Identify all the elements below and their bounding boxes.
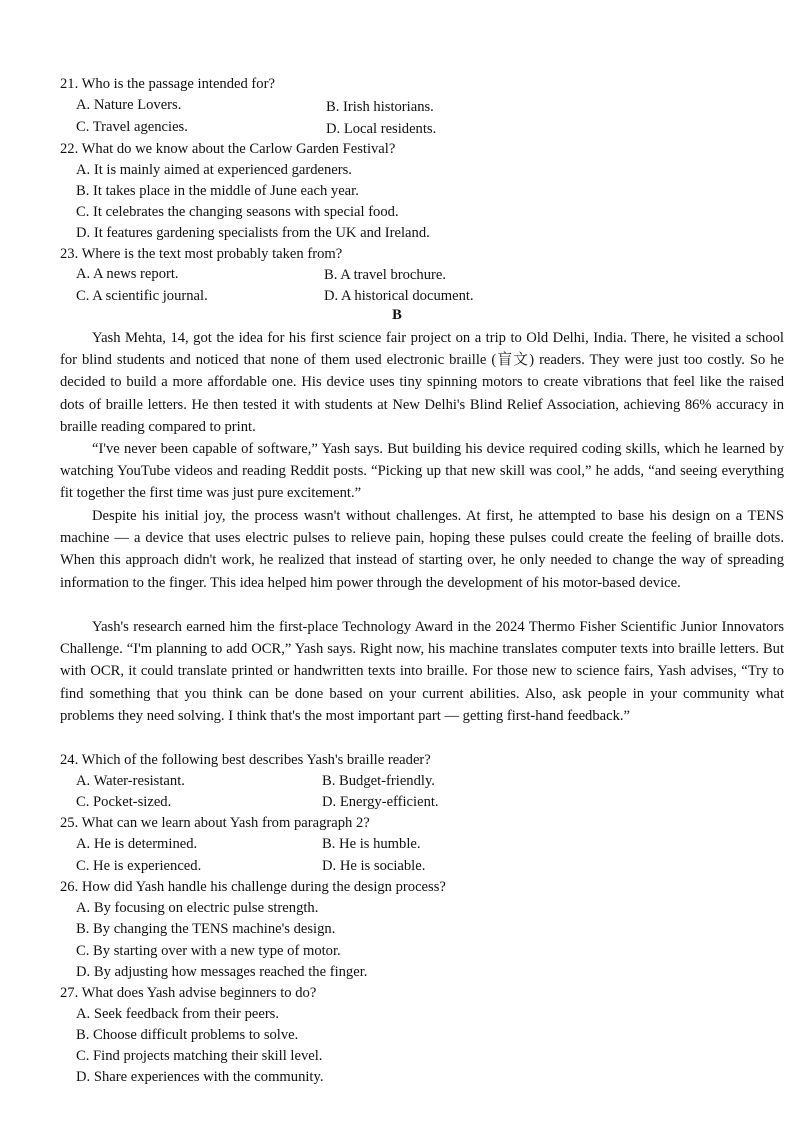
question-23-option-b: B. A travel brochure.: [324, 267, 446, 283]
question-23-option-d: D. A historical document.: [324, 288, 474, 304]
question-24-stem: 24. Which of the following best describes Yash's braille reader?: [60, 752, 431, 768]
question-25-option-c: C. He is experienced.: [76, 858, 202, 874]
question-24-option-b: B. Budget-friendly.: [322, 773, 435, 789]
question-27-option-c: C. Find projects matching their skill level.: [76, 1048, 323, 1064]
question-25-option-d: D. He is sociable.: [322, 858, 426, 874]
question-23-stem: 23. Where is the text most probably taken from?: [60, 246, 343, 262]
question-27-option-a: A. Seek feedback from their peers.: [76, 1006, 280, 1022]
passage-paragraph-4: Yash's research earned him the first-place Technology Award in the 2024 Thermo Fisher Scientific Junior Innovators Challenge. “I'm planning to add OCR,” Yash says. Right now, his machine translates computer texts into braille letters. But with OCR, it could translate printed or handwritten texts into braille. For those new to science fairs, Yash advises, “Try to find something that you think can be done based on your current abilities. Also, ask people in your community what problems they need solving. I think that's the most important part — getting first-hand feedback.”: [60, 619, 784, 724]
question-27-stem: 27. What does Yash advise beginners to do?: [60, 985, 317, 1001]
passage-paragraph-1: Yash Mehta, 14, got the idea for his first science fair project on a trip to Old Delhi, India. There, he visited a school for blind students and noticed that none of them used electronic braille (盲文) readers. They were just too costly. So he decided to build a more affordable one. His device uses tiny spinning motors to create vibrations that feel like the raised dots of braille letters. He then tested it with students at New Delhi's Blind Relief Association, achieving 86% accuracy in braille reading compared to print.: [60, 330, 784, 435]
question-26-option-c: C. By starting over with a new type of motor.: [76, 943, 341, 959]
question-26-stem: 26. How did Yash handle his challenge during the design process?: [60, 879, 446, 895]
question-25-stem: 25. What can we learn about Yash from paragraph 2?: [60, 815, 370, 831]
question-27-option-b: B. Choose difficult problems to solve.: [76, 1027, 299, 1043]
question-21-option-c: C. Travel agencies.: [76, 119, 188, 135]
question-23-option-c: C. A scientific journal.: [76, 288, 208, 304]
question-25-option-b: B. He is humble.: [322, 836, 421, 852]
question-24-option-a: A. Water-resistant.: [76, 773, 185, 789]
question-22-option-c: C. It celebrates the changing seasons with special food.: [76, 204, 399, 220]
question-26-option-d: D. By adjusting how messages reached the finger.: [76, 964, 368, 980]
question-21-stem: 21. Who is the passage intended for?: [60, 76, 275, 92]
question-22-option-a: A. It is mainly aimed at experienced gardeners.: [76, 162, 352, 178]
question-25-option-a: A. He is determined.: [76, 836, 198, 852]
question-22-option-d: D. It features gardening specialists from the UK and Ireland.: [76, 225, 430, 241]
question-22-stem: 22. What do we know about the Carlow Garden Festival?: [60, 141, 396, 157]
section-label: B: [392, 307, 402, 323]
question-24-option-c: C. Pocket-sized.: [76, 794, 172, 810]
passage-paragraph-3: Despite his initial joy, the process wasn't without challenges. At first, he attempted to base his design on a TENS machine — a device that uses electric pulses to relieve pain, hoping these pulses could create the feeling of braille dots. When this approach didn't work, he realized that instead of starting over, he only needed to change the way of spreading information to the finger. This idea helped him power through the development of his motor-based device.: [60, 508, 784, 591]
question-21-option-d: D. Local residents.: [326, 121, 437, 137]
question-24-option-d: D. Energy-efficient.: [322, 794, 439, 810]
question-22-option-b: B. It takes place in the middle of June each year.: [76, 183, 359, 199]
question-21-option-a: A. Nature Lovers.: [76, 97, 182, 113]
question-23-option-a: A. A news report.: [76, 266, 179, 282]
question-21-option-b: B. Irish historians.: [326, 99, 434, 115]
question-27-option-d: D. Share experiences with the community.: [76, 1069, 324, 1085]
question-26-option-b: B. By changing the TENS machine's design.: [76, 921, 336, 937]
question-26-option-a: A. By focusing on electric pulse strength.: [76, 900, 319, 916]
passage-paragraph-2: “I've never been capable of software,” Yash says. But building his device required coding skills, which he learned by watching YouTube videos and reading Reddit posts. “Picking up that new skill was cool,” he adds, “and seeing everything fit together the first time was just pure excitement.”: [60, 441, 784, 502]
